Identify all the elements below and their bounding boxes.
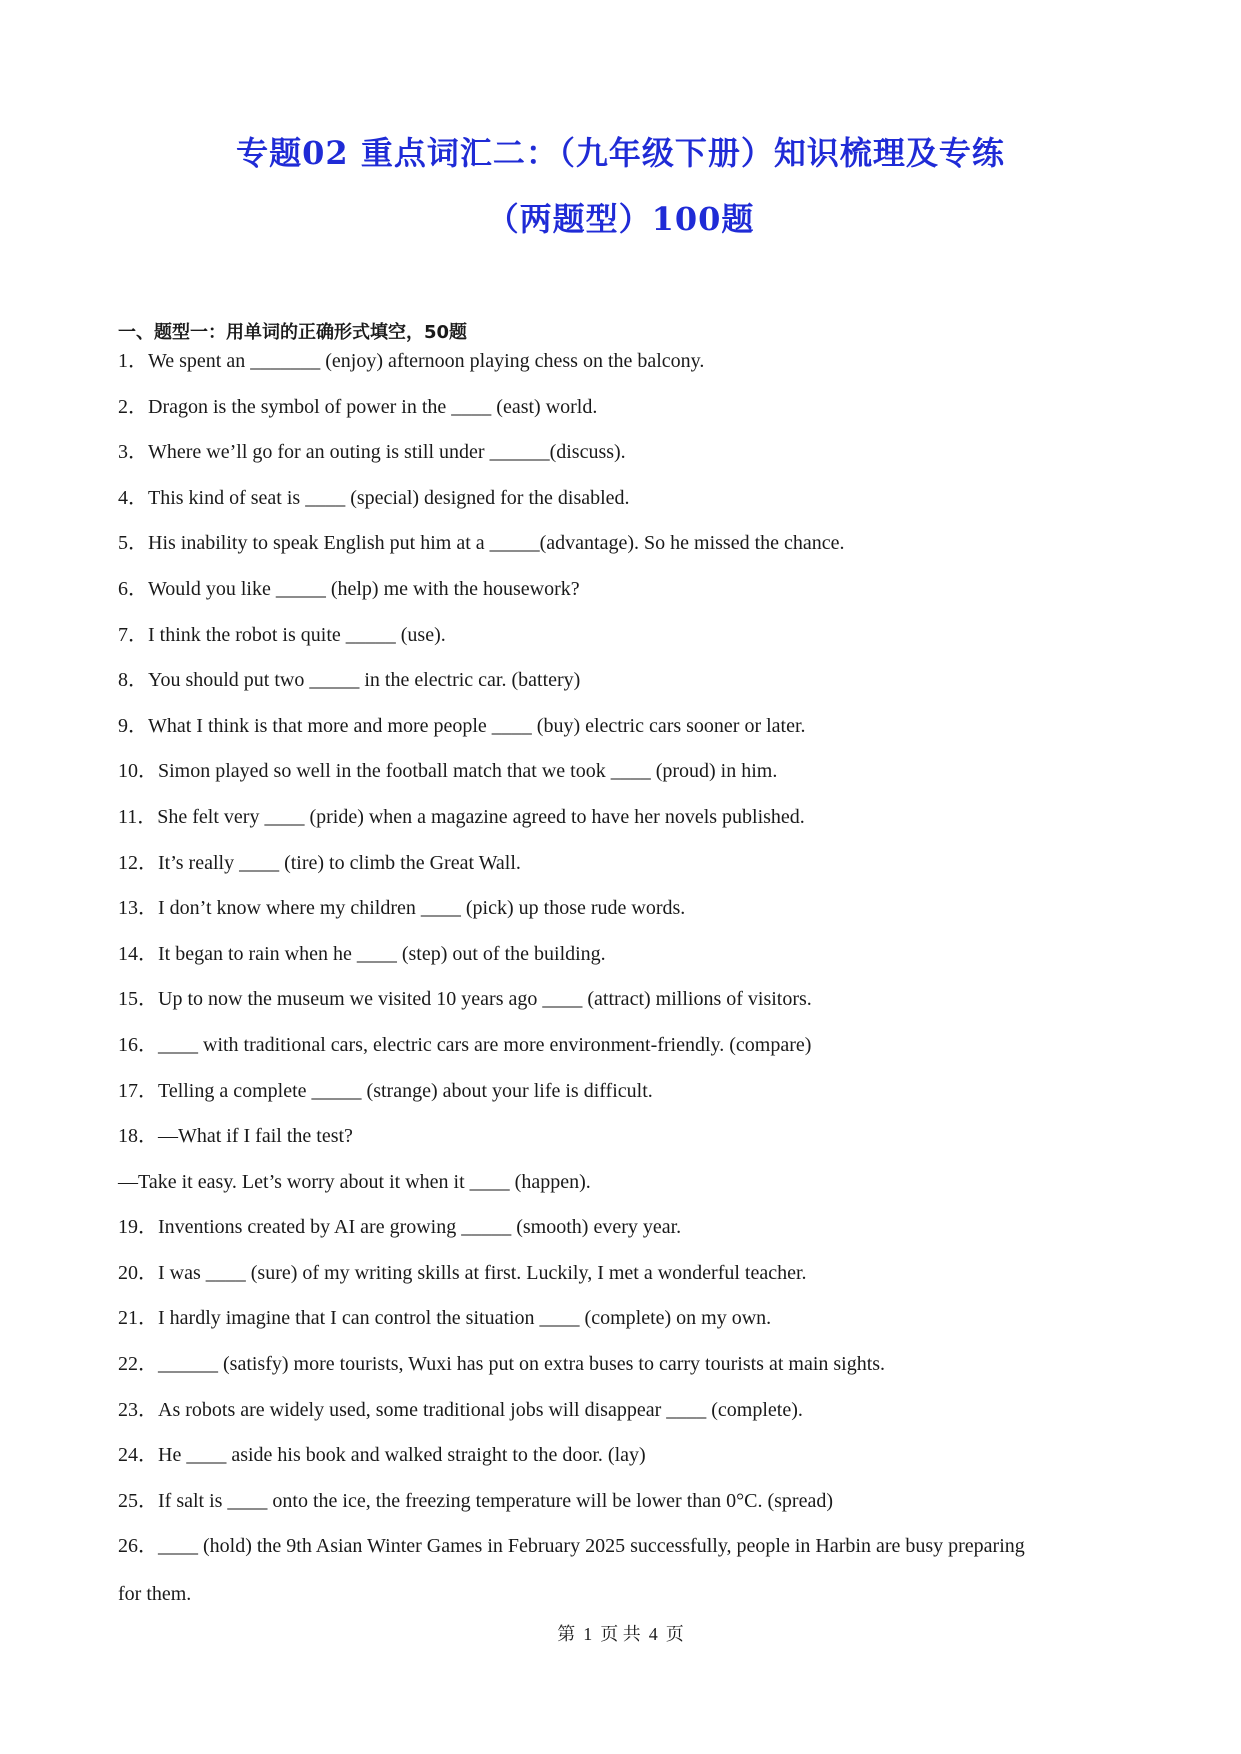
question-4: 4．This kind of seat is ____ (special) designed for the disabled. <box>118 486 630 509</box>
question-6: 6．Would you like _____ (help) me with the housework? <box>118 577 580 600</box>
question-22: 22．______ (satisfy) more tourists, Wuxi has put on extra buses to carry tourists at main sights. <box>118 1353 886 1376</box>
question-26-continued: for them. <box>118 1583 192 1606</box>
question-26: 26．____ (hold) the 9th Asian Winter Games in February 2025 successfully, people in Harbin are busy preparing <box>118 1535 1025 1558</box>
question-23: 23．As robots are widely used, some traditional jobs will disappear ____ (complete). <box>118 1398 803 1421</box>
question-14: 14．It began to rain when he ____ (step) out of the building. <box>118 942 606 965</box>
question-21: 21．I hardly imagine that I can control the situation ____ (complete) on my own. <box>118 1307 772 1330</box>
footer-page-number: 1 <box>583 1624 593 1644</box>
question-9: 9．What I think is that more and more people ____ (buy) electric cars sooner or later. <box>118 714 806 737</box>
footer-prefix: 第 <box>557 1624 576 1644</box>
question-20: 20．I was ____ (sure) of my writing skills at first. Luckily, I met a wonderful teacher. <box>118 1261 807 1284</box>
title-line-2: （两题型）100题 <box>486 200 755 238</box>
question-18-reply: —Take it easy. Let’s worry about it when it ____ (happen). <box>118 1170 591 1193</box>
question-1: 1．We spent an _______ (enjoy) afternoon playing chess on the balcony. <box>118 350 705 372</box>
question-7: 7．I think the robot is quite _____ (use). <box>118 623 446 646</box>
question-12: 12．It’s really ____ (tire) to climb the Great Wall. <box>118 851 521 874</box>
question-16: 16．____ with traditional cars, electric cars are more environment-friendly. (compare) <box>118 1033 812 1056</box>
question-19: 19．Inventions created by AI are growing _____ (smooth) every year. <box>118 1216 682 1239</box>
question-10: 10．Simon played so well in the football match that we took ____ (proud) in him. <box>118 760 778 783</box>
question-2: 2．Dragon is the symbol of power in the ____ (east) world. <box>118 395 598 418</box>
question-18: 18．—What if I fail the test? <box>118 1125 353 1148</box>
question-8: 8．You should put two _____ in the electric car. (battery) <box>118 669 581 692</box>
question-11: 11．She felt very ____ (pride) when a magazine agreed to have her novels published. <box>118 805 805 828</box>
question-15: 15．Up to now the museum we visited 10 years ago ____ (attract) millions of visitors. <box>118 988 812 1011</box>
question-24: 24．He ____ aside his book and walked straight to the door. (lay) <box>118 1444 646 1467</box>
footer-mid: 页 共 <box>600 1624 641 1644</box>
question-25: 25．If salt is ____ onto the ice, the freezing temperature will be lower than 0°C. (spread) <box>118 1489 833 1512</box>
footer-total-pages: 4 <box>648 1624 658 1644</box>
title-line-1: 专题02 重点词汇二：（九年级下册）知识梳理及专练 <box>236 134 1005 172</box>
question-17: 17．Telling a complete _____ (strange) about your life is difficult. <box>118 1079 653 1102</box>
question-3: 3．Where we’ll go for an outing is still under ______(discuss). <box>118 441 626 464</box>
question-5: 5．His inability to speak English put him at a _____(advantage). So he missed the chance. <box>118 532 845 555</box>
question-list <box>118 346 1128 1625</box>
page-footer <box>0 1620 1241 1646</box>
section-heading: 一、题型一：用单词的正确形式填空，50题 <box>118 322 468 343</box>
question-13: 13．I don’t know where my children ____ (pick) up those rude words. <box>118 897 686 920</box>
footer-suffix: 页 <box>665 1624 684 1644</box>
